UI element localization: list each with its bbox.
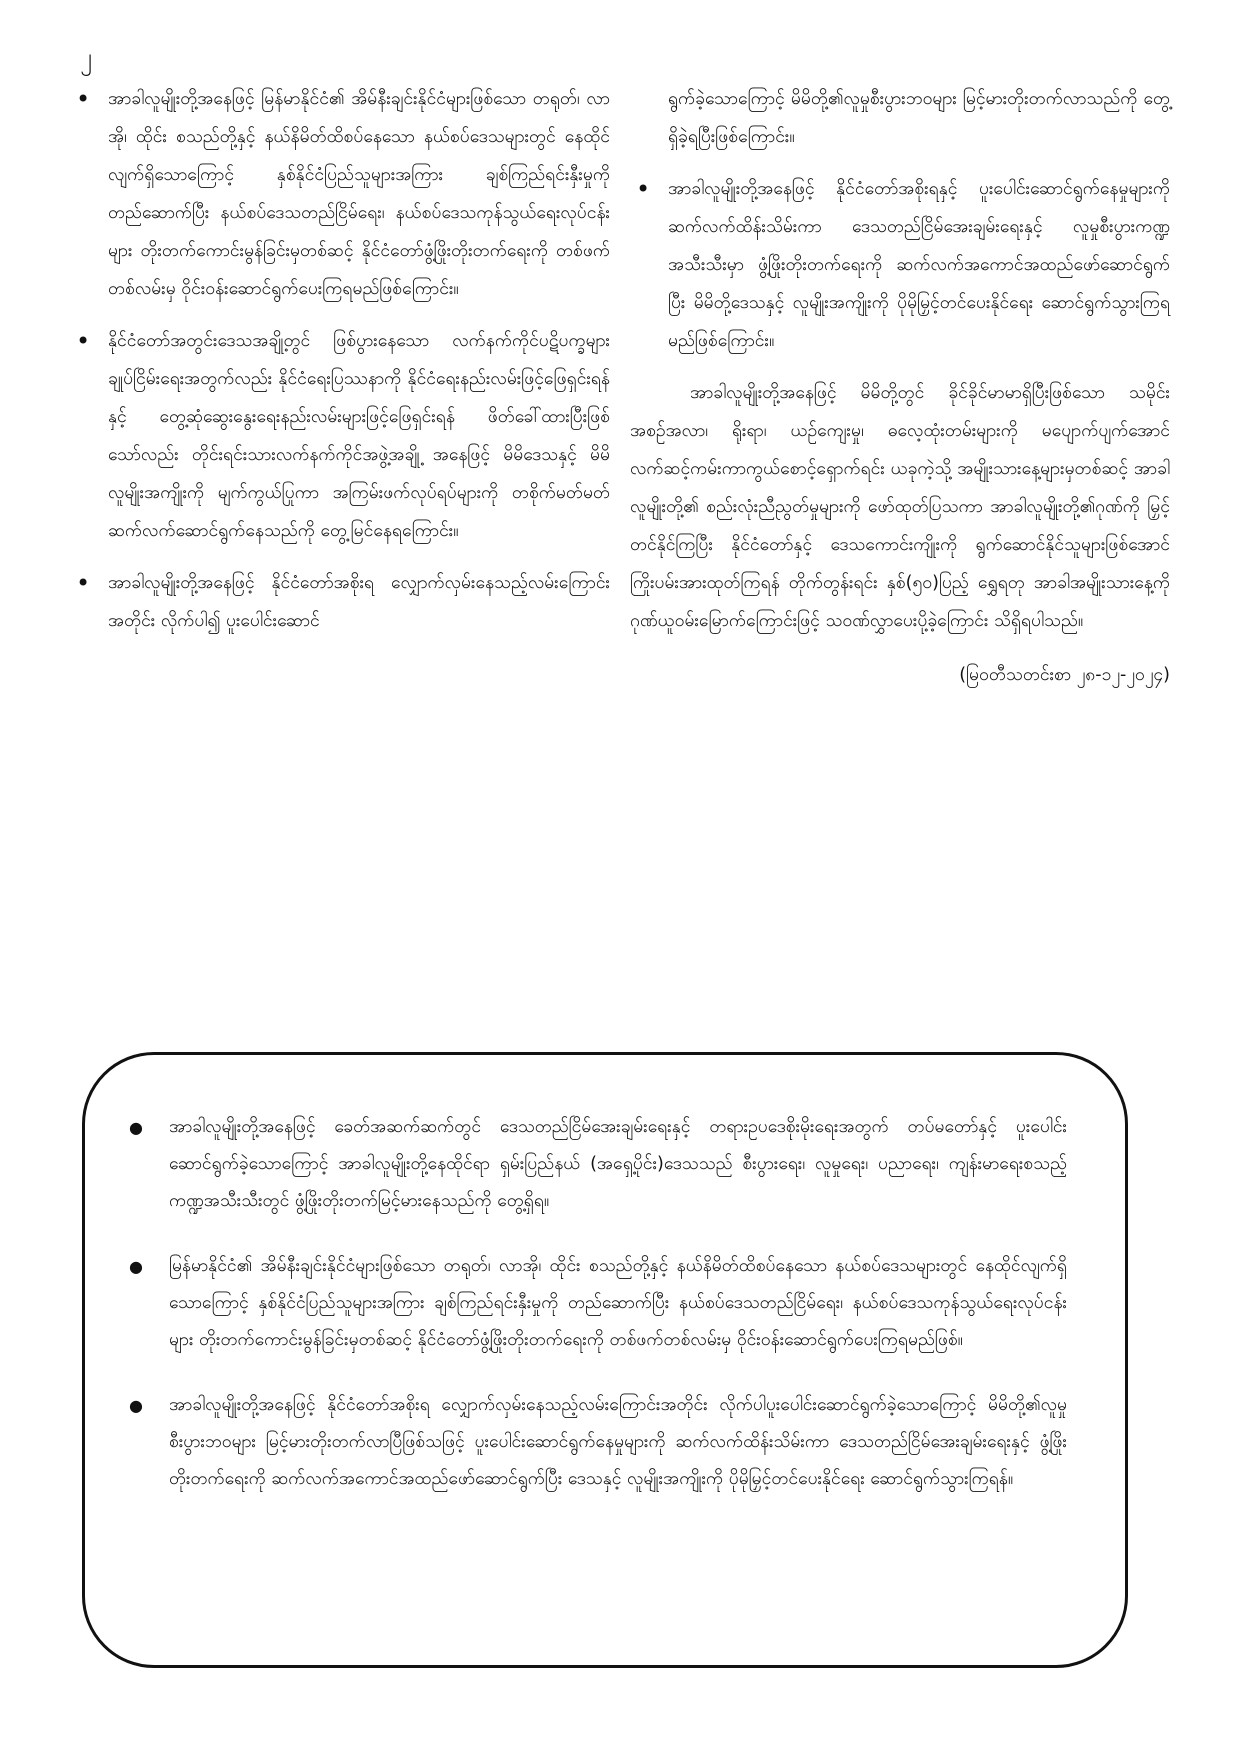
page-number: ၂ (80, 43, 92, 71)
right-bullet-1: • အာခါလူမျိုးတို့အနေဖြင့် နိုင်ငံတော်အစိုးရနှင့် ပူးပေါင်းဆောင်ရွက်နေမှုများကို ဆက်လက်ထိန်းသိမ်းကာ ဒေသတည်ငြိမ်အေးချမ်းရေးနှင့် လူမှုစီးပွားကဏ္ဍအသီးသီးမှာ ဖွံ့ဖြိုးတိုးတက်ရေးကို ဆက်လက်အကောင်အထည်ဖော်ဆောင်ရွက်ပြီး မိမိတို့ဒေသနှင့် လူမျိုးအကျိုးကို ပိုမိုမြှင့်တင်ပေးနိုင်ရေး ဆောင်ရွက်သွားကြရမည်ဖြစ်ကြောင်း။ (630, 170, 1170, 360)
right-closing-paragraph: အာခါလူမျိုးတို့အနေဖြင့် မိမိတို့တွင် ခိုင်ခိုင်မာမာရှိပြီးဖြစ်သော သမိုင်းအစဉ်အလာ၊ ရိုးရာ၊ ယဉ်ကျေးမှု၊ ဓလေ့ထုံးတမ်းများကို မပျောက်ပျက်အောင် လက်ဆင့်ကမ်းကာကွယ်စောင့်ရှောက်ရင်း ယခုကဲ့သို့ အမျိုးသားနေ့များမှတစ်ဆင့် အာခါလူမျိုးတို့၏ စည်းလုံးညီညွတ်မှုများကို ဖော်ထုတ်ပြသကာ အာခါလူမျိုးတို့၏ဂုဏ်ကို မြှင့်တင်နိုင်ကြပြီး နိုင်ငံတော်နှင့် ဒေသကောင်းကျိုးကို ရွက်ဆောင်နိုင်သူများဖြစ်အောင် ကြိုးပမ်းအားထုတ်ကြရန် တိုက်တွန်းရင်း နှစ်(၅၀)ပြည့် ရွှေရတု အာခါအမျိုးသားနေ့ကို ဂုဏ်ယူဝမ်းမြောက်ကြောင်းဖြင့် သဝဏ်လွှာပေးပို့ခဲ့ကြောင်း သိရှိရပါသည်။ (630, 383, 1170, 631)
summary-item-3: ● အာခါလူမျိုးတို့အနေဖြင့် နိုင်ငံတော်အစိုးရ လျှောက်လှမ်းနေသည့်လမ်းကြောင်းအတိုင်း လိုက်ပါပူးပေါင်းဆောင်ရွက်ခဲ့သောကြောင့် မိမိတို့၏လူမှုစီးပွားဘဝများ မြင့်မားတိုးတက်လာပြီဖြစ်သဖြင့် ပူးပေါင်းဆောင်ရွက်နေမှုများကို ဆက်လက်ထိန်းသိမ်းကာ ဒေသတည်ငြိမ်အေးချမ်းရေးနှင့် ဖွံ့ဖြိုးတိုးတက်ရေးကို ဆက်လက်အကောင်အထည်ဖော်ဆောင်ရွက်ပြီး ဒေသနှင့် လူမျိုးအကျိုးကို ပိုမိုမြှင့်တင်ပေးနိုင်ရေး ဆောင်ရွက်သွားကြရန်။ (129, 1387, 1067, 1498)
article-columns (70, 80, 1170, 1010)
right-column (630, 80, 1170, 1010)
summary-item-2: ● မြန်မာနိုင်ငံ၏ အိမ်နီးချင်းနိုင်ငံများဖြစ်သော တရုတ်၊ လာအို၊ ထိုင်း စသည်တို့နှင့် နယ်နိမိတ်ထိစပ်နေသော နယ်စပ်ဒေသများတွင် နေထိုင်လျက်ရှိသောကြောင့် နှစ်နိုင်ငံပြည်သူများအကြား ချစ်ကြည်ရင်းနှီးမှုကို တည်ဆောက်ပြီး နယ်စပ်ဒေသတည်ငြိမ်ရေး၊ နယ်စပ်ဒေသကုန်သွယ်ရေးလုပ်ငန်းများ တိုးတက်ကောင်းမွန်ခြင်းမှတစ်ဆင့် နိုင်ငံတော်ဖွံ့ဖြိုးတိုးတက်ရေးကို တစ်ဖက်တစ်လမ်းမှ ဝိုင်းဝန်းဆောင်ရွက်ပေးကြရမည်ဖြစ်။ (129, 1248, 1067, 1359)
left-bullet-1: • အာခါလူမျိုးတို့အနေဖြင့် မြန်မာနိုင်ငံ၏ အိမ်နီးချင်းနိုင်ငံများဖြစ်သော တရုတ်၊ လာအို၊ ထိုင်း စသည်တို့နှင့် နယ်နိမိတ်ထိစပ်နေသော နယ်စပ်ဒေသများတွင် နေထိုင်လျက်ရှိသောကြောင့် နှစ်နိုင်ငံပြည်သူများအကြား ချစ်ကြည်ရင်းနှီးမှုကိုတည်ဆောက်ပြီး နယ်စပ်ဒေသတည်ငြိမ်ရေး၊ နယ်စပ်ဒေသကုန်သွယ်ရေးလုပ်ငန်းများ တိုးတက်ကောင်းမွန်ခြင်းမှတစ်ဆင့် နိုင်ငံတော်ဖွံ့ဖြိုးတိုးတက်ရေးကို တစ်ဖက်တစ်လမ်းမှ ဝိုင်းဝန်းဆောင်ရွက်ပေးကြရမည်ဖြစ်ကြောင်း။ (70, 80, 610, 308)
summary-item-1: ● အာခါလူမျိုးတို့အနေဖြင့် ခေတ်အဆက်ဆက်တွင် ဒေသတည်ငြိမ်အေးချမ်းရေးနှင့် တရားဥပဒေစိုးမိုးရေးအတွက် တပ်မတော်နှင့် ပူးပေါင်းဆောင်ရွက်ခဲ့သောကြောင့် အာခါလူမျိုးတို့နေထိုင်ရာ ရှမ်းပြည်နယ် (အရှေ့ပိုင်း)ဒေသသည် စီးပွားရေး၊ လူမှုရေး၊ ပညာရေး၊ ကျန်းမာရေးစသည့် ကဏ္ဍအသီးသီးတွင် ဖွံ့ဖြိုးတိုးတက်မြင့်မားနေသည်ကို တွေ့ရှိရ။ (129, 1109, 1067, 1220)
summary-box (82, 1052, 1128, 1668)
left-bullet-3: • အာခါလူမျိုးတို့အနေဖြင့် နိုင်ငံတော်အစိုးရ လျှောက်လှမ်းနေသည့်လမ်းကြောင်းအတိုင်း လိုက်ပါ၍ ပူးပေါင်းဆောင် (70, 564, 610, 640)
left-column (70, 80, 610, 1010)
left-bullet-2: • နိုင်ငံတော်အတွင်းဒေသအချို့တွင် ဖြစ်ပွားနေသော လက်နက်ကိုင်ပဋိပက္ခများချုပ်ငြိမ်းရေးအတွက်လည်း နိုင်ငံရေးပြဿနာကို နိုင်ငံရေးနည်းလမ်းဖြင့်ဖြေရှင်းရန်နှင့် တွေ့ဆုံဆွေးနွေးရေးနည်းလမ်းများဖြင့်ဖြေရှင်းရန် ဖိတ်ခေါ်ထားပြီးဖြစ်သော်လည်း တိုင်းရင်းသားလက်နက်ကိုင်အဖွဲ့အချို့ အနေဖြင့် မိမိဒေသနှင့် မိမိလူမျိုးအကျိုးကို မျက်ကွယ်ပြုကာ အကြမ်းဖက်လုပ်ရပ်များကို တစိုက်မတ်မတ်ဆက်လက်ဆောင်ရွက်နေသည်ကို တွေ့မြင်နေရကြောင်း။ (70, 322, 610, 550)
right-continuation: ရွက်ခဲ့သောကြောင့် မိမိတို့၏လူမှုစီးပွားဘဝများ မြင့်မားတိုးတက်လာသည်ကို တွေ့ရှိခဲ့ရပြီးဖြစ်ကြောင်း။ (668, 89, 1170, 147)
source-citation: (မြဝတီသတင်းစာ ၂၈-၁၂-၂၀၂၄) (959, 665, 1170, 685)
